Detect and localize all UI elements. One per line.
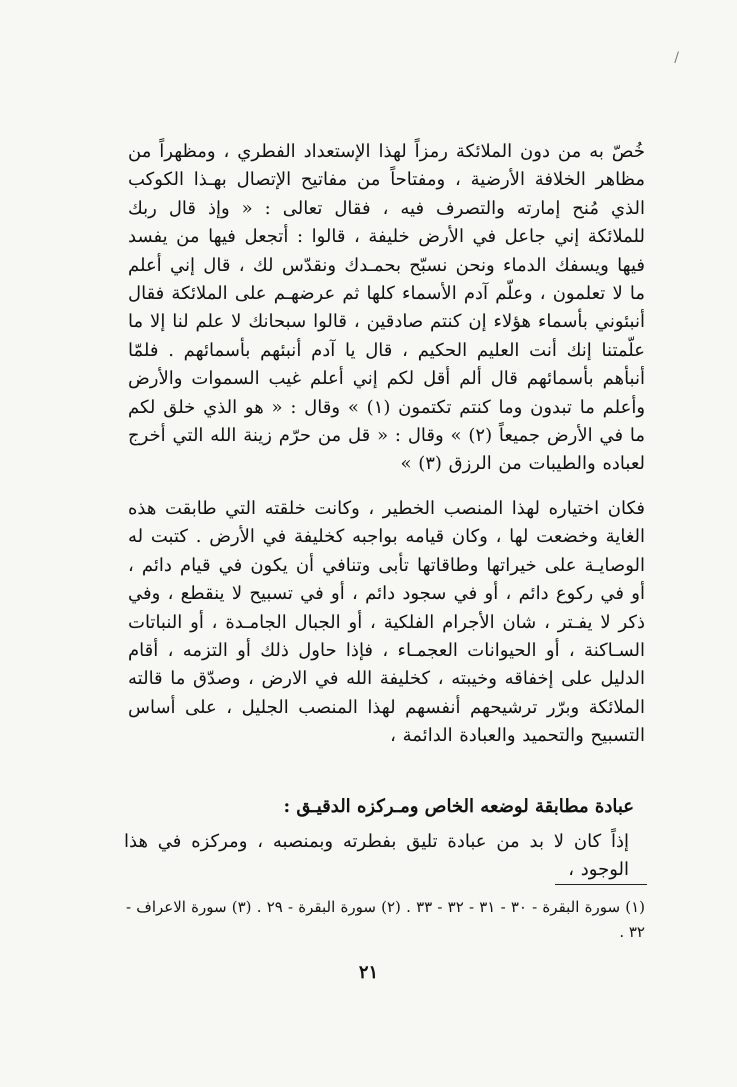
body-paragraph-2: فكان اختياره لهذا المنصب الخطير ، وكانت خلقته التي طابقت هذه الغاية وخضعت لها ، وكان قيامه بواجبه كخليفة في الأرض . كتبت له الوصايـة على خيراتها وطاقاتها تأبى وتنافي أن يكون في قيام دائم ، أو في ركوع دائم ، أو في سجود دائم ، أو في تسبيح لا ينقطع ، وفي ذكر لا يفـتر ، شان الأجرام الفلكية ، أو الجبال الجامـدة ، أو النباتات السـاكنة ، أو الحيوانات العجمـاء ، فإذا حاول ذلك أو التزمه ، أقام الدليل على إخفاقه وخيبته ، كخليفة الله في الارض ، وصدّق ما قالته الملائكة وبرّر ترشيحهم أنفسهم لهذا المنصب الجليل ، على أساس التسبيح والتحميد والعبادة الدائمة ، [128,498,645,747]
corner-mark: / [674,50,679,66]
section-heading: عبادة مطابقة لوضعه الخاص ومـركزه الدقيـق : [283,796,634,817]
footnote: (١) سورة البقرة - ٣٠ - ٣١ - ٣٢ - ٣٣ . (٢) سورة البقرة - ٢٩ . (٣) سورة الاعراف - ٣٢ . [126,898,646,941]
body-paragraph-1: خُصّ به من دون الملائكة رمزاً لهذا الإستعداد الفطري ، ومظهراً من مظاهر الخلافة الأرضية ، ومفتاحاً من مفاتيح الإتصال بهـذا الكوكب الذي مُنح إمارته والتصرف فيه ، فقال تعالى : « وإذ قال ربك للملائكة إني جاعل في الأرض خليفة ، قالوا : أتجعل فيها من يفسد فيها ويسفك الدماء ونحن نسبّح بحمـدك ونقدّس لك ، قال إني أعلم ما لا تعلمون ، وعلّم آدم الأسماء كلها ثم عرضهـم على الملائكة فقال أنبئوني بأسماء هؤلاء إن كنتم صادقين ، قالوا سبحانك لا علم لنا إلا ما علّمتنا إنك أنت العليم الحكيم ، قال يا آدم أنبئهم بأسمائهم . فلمّا أنبأهم بأسمائهم قال ألم أقل لكم إني أعلم غيب السموات والأرض وأعلم ما تبدون وما كنتم تكتمون (١) » وقال : « هو الذي خلق لكم ما في الأرض جميعاً (٢) » وقال : « قل من حرّم زينة الله التي أخرج لعباده والطيبات من الرزق (٣) » [128,141,646,475]
footnote-divider [555,884,647,885]
body-paragraph-3: إذاً كان لا بد من عبادة تليق بفطرته وبمنصبه ، ومركزه في هذا الوجود ، [124,831,629,881]
page-number: ٢١ [358,962,379,983]
